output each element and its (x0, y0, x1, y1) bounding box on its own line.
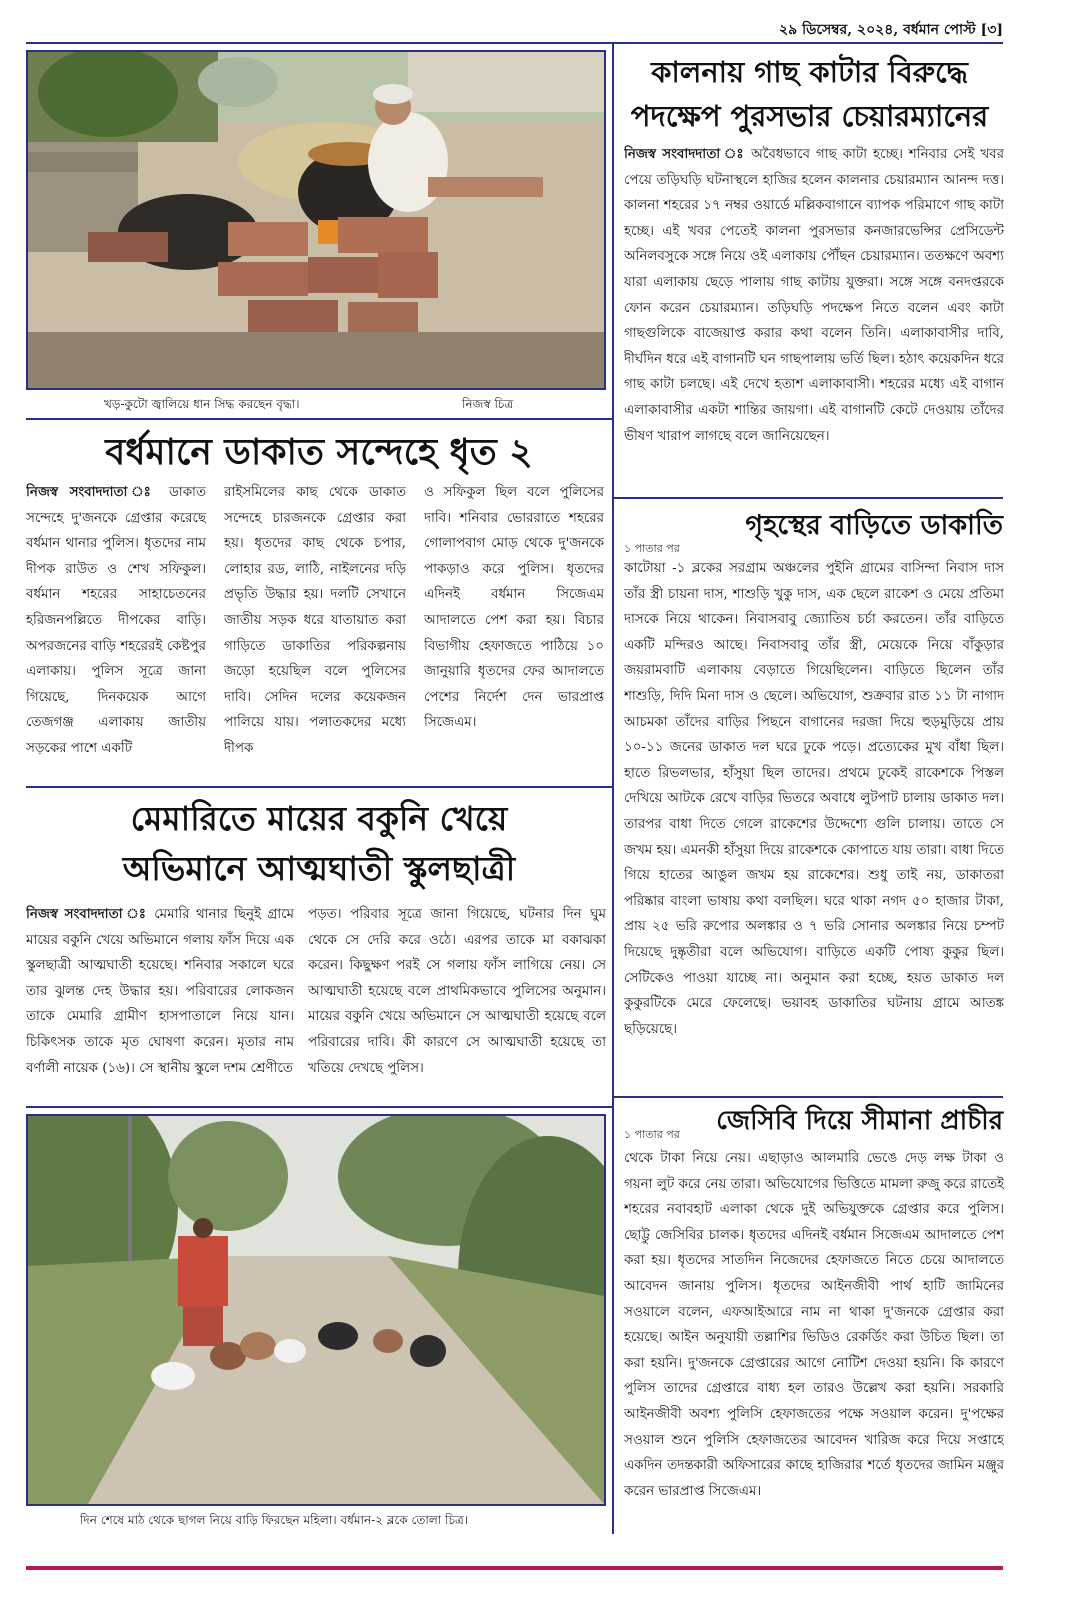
byline: নিজস্ব সংবাদদাতা ঃ (624, 146, 746, 162)
photo-woman-with-goats (26, 1114, 606, 1506)
article-body-dakat-col3: ও সফিকুল ছিল বলে পুলিসের দাবি। শনিবার ভোররাতে শহরের গোলাপবাগ মোড় থেকে দু'জনকে পাকড়াও করে পুলিস। ধৃতদের এদিনই বর্ধমান সিজেএম আদালতে পেশ করা হয়। বিচার বিভাগীয় হেফাজতে পাঠিয়ে ১০ জানুয়ারি ধৃতদের ফের আদালতে পেশের নির্দেশ দেন ভারপ্রাপ্ত সিজেএম। (424, 485, 604, 731)
headline-dakat: বর্ধমানে ডাকাত সন্দেহে ধৃত ২ (105, 432, 533, 473)
article-body-memari-col2: পড়ত। পরিবার সূত্রে জানা গিয়েছে, ঘটনার দিন ঘুম থেকে সে দেরি করে ওঠে। এরপর তাকে মা বকাঝকা করেন। কিছুক্ষণ পরই সে গলায় ফাঁস লাগিয়ে নেয়। সে আত্মঘাতী হয়েছে বলে প্রাথমিকভাবে পুলিসের অনুমান। মায়ের বকুনি খেয়ে অভিমানে সে আত্মঘাতী হয়েছে বলে পরিবারের দাবি। কী কারণে সে আত্মঘাতী হয়েছে তা খতিয়ে দেখছে পুলিস। (308, 907, 606, 1076)
headline-memari: মেমারিতে মায়ের বকুনি খেয়ে অভিমানে আত্মঘাতী স্কুলছাত্রী (122, 799, 516, 888)
article-body-jcb: থেকে টাকা নিয়ে নেয়। এছাড়াও আলমারি ভেঙে দেড় লক্ষ টাকা ও গয়না লুট করে নেয় তারা। অভিযোগের ভিত্তিতে মামলা রুজু করে রাতেই শহরের নবাবহাট এলাকা থেকে দুই অভিযুক্তকে গ্রেপ্তার করে পুলিস। ছোট্টু জেসিবির চালক। ধৃতদের এদিনই বর্ধমান সিজেএম আদালতে পেশ করা হয়। ধৃতদের সাতদিন নিজেদের হেফাজতে নিতে চেয়ে আদালতে আবেদন জানায় পুলিস। ধৃতদের আইনজীবী পার্থ হাটি জামিনের সওয়ালে বলেন, এফআইআরে নাম না থাকা দু'জনকে গ্রেপ্তার করা হয়েছে। আইন অনুযায়ী তল্লাশির ভিডিও রেকর্ডিং করা উচিত ছিল। তা করা হয়নি। দু'জনকে গ্রেপ্তারের আগে নোটিশ দেওয়া হয়নি। কি কারণে পুলিস তাদের গ্রেপ্তারে বাধ্য হল তারও উল্লেখ করা হয়নি। সরকারি আইনজীবী অবশ্য পুলিসি হেফাজতের পক্ষে সওয়াল করেন। দু'পক্ষের সওয়াল শুনে পুলিসি হেফাজতের আবেদন খারিজ করে দিয়ে সপ্তাহে একদিন তদন্তকারী অফিসারের কাছে হাজিরার শর্তে ধৃতদের জামিন মঞ্জুর করেন ভারপ্রাপ্ত সিজেএম। (624, 1151, 1004, 1499)
section-divider (614, 497, 1003, 499)
headline-jcb: জেসিবি দিয়ে সীমানা প্রাচীর (716, 1106, 1003, 1136)
byline: নিজস্ব সংবাদদাতা ঃ (26, 484, 158, 500)
article-body-dakat-col2: রাইসমিলের কাছ থেকে ডাকাত সন্দেহে চারজনকে গ্রেপ্তার করা হয়। ধৃতদের কাছ থেকে চপার, লোহার রড, লাঠি, নাইলনের দড়ি প্রভৃতি উদ্ধার হয়। দলটি সেখানে জাতীয় সড়ক ধরে যাতায়াত করা গাড়িতে ডাকাতির পরিকল্পনায় জড়ো হয়েছিল বলে পুলিসের দাবি। সেদিন দলের কয়েকজন পালিয়ে যায়। পলাতকদের মধ্যে দীপক (224, 485, 406, 756)
page-header (26, 14, 1003, 44)
byline: নিজস্ব সংবাদদাতা ঃ (26, 906, 148, 922)
continued-label: ১ পাতার পর (624, 542, 680, 555)
section-divider (26, 418, 612, 420)
article-body-kalna: নিজস্ব সংবাদদাতা ঃ অবৈধভাবে গাছ কাটা হচ্ছে। শনিবার সেই খবর পেয়ে তড়িঘড়ি ঘটনাস্থলে হাজির হলেন কালনার চেয়ারম্যান আনন্দ দত্ত। কালনা শহরের ১৭ নম্বর ওয়ার্ডে মল্লিকবাগানে ব্যাপক পরিমাণে গাছ কাটা হচ্ছে। এই খবর পেতেই কালনা পুরসভার কনজারভেন্সির প্রেসিডেন্ট অনিলবসুকে সঙ্গে নিয়ে ওই এলাকায় পৌঁছন চেয়ারম্যান। ততক্ষণে অবশ্য যারা এলাকায় ছেড়ে পালায় গাছ কাটায় যুক্তরা। সঙ্গে সঙ্গে বনদপ্তরকে ফোন করেন চেয়ারম্যান। তড়িঘড়ি পদক্ষেপ নিতে বলেন এবং কাটা গাছগুলিকে বাজেয়াপ্ত করার কথা বলেন তিনি। এলাকাবাসীর দাবি, দীর্ঘদিন ধরে এই বাগানটি ঘন গাছপালায় ভর্তি ছিল। হঠাৎ কয়েকদিন ধরে গাছ কাটা চলছে। এই দেখে হতাশ এলাকাবাসী। শহরের মধ্যে এই বাগান এলাকাবাসীর একটা শান্তির জায়গা। এই বাগানটি কেটে দেওয়ায় তাঁদের ভীষণ খারাপ লাগছে বলে জানিয়েছেন। (624, 146, 1004, 444)
article-body-memari-col1: নিজস্ব সংবাদদাতা ঃ মেমারি থানার ছিনুই গ্রামে মায়ের বকুনি খেয়ে অভিমানে গলায় ফাঁস দিয়ে এক স্কুলছাত্রী আত্মঘাতী হয়েছে। শনিবার সকালে ঘরে তার ঝুলন্ত দেহ উদ্ধার হয়। পরিবারের লোকজন তাকে মেমারি গ্রামীণ হাসপাতালে নিয়ে যান। চিকিৎসক তাকে মৃত ঘোষণা করেন। মৃতার নাম বর্ণালী নায়েক (১৬)। সে স্থানীয় স্কুলে দশম শ্রেণীতে (26, 906, 294, 1076)
dateline: ২৯ ডিসেম্বর, ২০২৪, বর্ধমান পোস্ট [৩] (779, 22, 1003, 38)
article-body-grihastha: কাটোয়া -১ ব্লকের সরগ্রাম অঞ্চলের পুইনি গ্রামের বাসিন্দা নিবাস দাস তাঁর স্ত্রী চায়না দাস, শাশুড়ি খুকু দাস, এক ছেলে রাকেশ ও মেয়ে প্রতিমা দাসকে নিয়ে থাকেন। নিবাসবাবু জ্যোতিষ চর্চা করতেন। তাঁর বাড়িতে একটি মন্দিরও আছে। নিবাসবাবু তাঁর স্ত্রী, মেয়েকে নিয়ে বাঁকুড়ার জয়রামবাটি এলাকায় বেড়াতে গিয়েছিলেন। বাড়িতে ছিলেন তাঁর শাশুড়ি, দিদি মিনা দাস ও ছেলে। অভিযোগ, শুক্রবার রাত ১১ টা নাগাদ আচমকা তাঁদের বাড়ির পিছনে বাগানের দরজা দিয়ে হুড়মুড়িয়ে প্রায় ১০-১১ জনের ডাকাত দল ঘরে ঢুকে পড়ে। প্রত্যেকের মুখ বাঁধা ছিল। হাতে রিভলভার, হাঁসুয়া ছিল তাদের। প্রথমে ঢুকেই রাকেশকে পিস্তল দেখিয়ে আটকে রেখে বাড়ির ভিতরে অবাধে লুটপাট চালায় ডাকাত দল। তারপর বাধা দিতে গেলে রাকেশের উদ্দেশ্যে গুলি চালায়। তাতে সে জখম হয়। এমনকী হাঁসুয়া দিয়ে রাকেশকে কোপাতে যায় তারা। বাধা দিতে গিয়ে হাতের আঙুল জখম হয় রাকেশের। শুধু তাই নয়, ডাকাতরা পরিষ্কার বাংলা ভাষায় কথা বলছিল। ঘরে থাকা নগদ ৫০ হাজার টাকা, প্রায় ২৫ ভরি রুপোর অলঙ্কার ও ৭ ভরি সোনার অলঙ্কার নিয়ে চম্পট দিয়েছে দুষ্কৃতীরা বলে অভিযোগ। বাড়িতে একটি পোষ্য কুকুর ছিল। সেটিকেও পাওয়া যাচ্ছে না। অনুমান করা হচ্ছে, হয়ত ডাকাত দল কুকুরটিকে মেরে ফেলেছে। ভয়াবহ ডাকাতির ঘটনায় গ্রামে আতঙ্ক ছড়িয়েছে। (624, 561, 1004, 1037)
section-divider (26, 1106, 612, 1108)
section-divider (614, 1096, 1003, 1098)
bottom-rule (26, 1566, 1003, 1570)
photo-credit: নিজস্ব চিত্র (462, 397, 514, 411)
article-body-dakat-col1: নিজস্ব সংবাদদাতা ঃ ডাকাত সন্দেহে দু'জনকে গ্রেপ্তার করেছে বর্ধমান থানার পুলিস। ধৃতদের নাম দীপক রাউত ও শেখ সফিকুল। বর্ধমান শহরের সাহাচেতনের হরিজনপল্লিতে দীপকের বাড়ি। অপরজনের বাড়ি শহরেরই কেষ্টপুর এলাকায়। পুলিস সূত্রে জানা গিয়েছে, দিনকয়েক আগে তেজগঞ্জ এলাকায় জাতীয় সড়কের পাশে একটি (26, 484, 206, 756)
section-divider (26, 786, 612, 788)
continued-label: ১ পাতার পর (624, 1128, 680, 1141)
photo-woman-cooking (26, 50, 606, 390)
headline-kalna: কালনায় গাছ কাটার বিরুদ্ধে পদক্ষেপ পুরসভার চেয়ারম্যানের (630, 55, 989, 133)
headline-grihastha: গৃহস্থের বাড়িতে ডাকাতি (745, 510, 1003, 541)
photo-caption: দিন শেষে মাঠ থেকে ছাগল নিয়ে বাড়ি ফিরছেন মহিলা। বর্ধমান-২ ব্লকে তোলা চিত্র। (80, 1513, 469, 1527)
photo-caption: খড়-কুটো জ্বালিয়ে ধান সিদ্ধ করছেন বৃদ্ধা। (104, 397, 300, 411)
column-divider (612, 44, 614, 1534)
